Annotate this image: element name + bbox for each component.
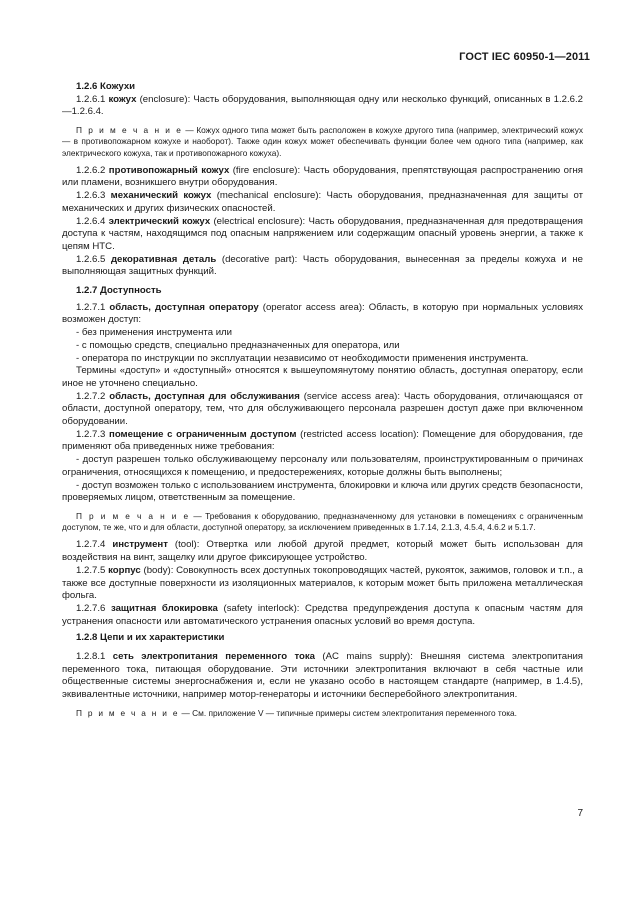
clause-number: 1.2.7.4 — [76, 539, 113, 551]
clause-1-2-7-4 — [62, 539, 583, 564]
term: противопожарный кожух — [108, 164, 230, 176]
clause-number: 1.2.8.1 — [76, 651, 113, 663]
note-1-2-7-3 — [62, 511, 583, 533]
definition: (restricted access location): Помещение для оборудования, где применяют оба приведенных ниже требования: — [62, 428, 583, 453]
clause-number: 1.2.7.5 — [76, 564, 109, 576]
clause-1-2-6-3 — [62, 190, 583, 215]
term: инструмент — [112, 539, 168, 551]
clause-1-2-6-1 — [62, 94, 583, 119]
list-item: - с помощью средств, специально предназначенных для оператора, или — [76, 339, 400, 351]
clause-number: 1.2.7.2 — [76, 390, 110, 402]
definition: (electrical enclosure): Часть оборудования, предназначенная для предотвращения доступа к частям, находящимся под опасным напряжением или содержащим опасный уровень энергии, а также к цепям НТС. — [62, 215, 583, 252]
note-1-2-8-1 — [62, 708, 583, 719]
clause-1-2-7-3 — [62, 429, 583, 454]
clause-1-2-7-5 — [62, 565, 583, 603]
clause-number: 1.2.6.4 — [76, 215, 109, 227]
section-heading-1-2-6: 1.2.6 Кожухи — [76, 81, 136, 92]
definition: (mechanical enclosure): Часть оборудования, предназначенная для защиты от механических и других физических опасностей. — [62, 190, 583, 214]
note-label: П р и м е ч а н и е — [76, 707, 180, 718]
clause-number: 1.2.6.2 — [76, 164, 109, 176]
note-1-2-6 — [62, 125, 583, 159]
document-header: ГОСТ IEC 60950-1—2011 — [459, 51, 590, 63]
clause-number: 1.2.6.3 — [76, 190, 111, 202]
term: кожух — [108, 93, 137, 105]
note-text: — Кожух одного типа может быть расположен в кожухе другого типа (например, электрический кожух — в противопожарном кожухе и наоборот). Также один кожух может обеспечивать функции более чем одного типа (например, как электрического кожуха, так и противопожарного кожуха). — [62, 125, 584, 158]
clause-1-2-6-5 — [62, 254, 583, 279]
note-text: — См. приложение V — типичные примеры систем электропитания переменного тока. — [179, 707, 517, 718]
clause-1-2-7-1 — [62, 302, 583, 327]
list-item: - оператора по инструкции по эксплуатации независимо от необходимости применения инструмента. — [76, 352, 529, 364]
term: область, доступная оператору — [109, 301, 259, 313]
clause-number: 1.2.6.1 — [76, 93, 109, 105]
term: корпус — [108, 564, 141, 576]
clause-number: 1.2.7.1 — [76, 301, 110, 313]
definition: (fire enclosure): Часть оборудования, препятствующая распространению огня или пламени, возникшего внутри оборудования. — [62, 164, 583, 189]
term: электрический кожух — [108, 215, 211, 227]
list-item: - доступ возможен только с использованием инструмента, блокировки и ключа или других средств безопасности, проверяемых лицом, ответственным за помещение. — [62, 479, 583, 504]
definition: (tool): Отвертка или любой другой предмет, который может быть использован для воздействия на винт, защелку или другое фиксирующее устройство. — [62, 539, 583, 564]
definition: (decorative part): Часть оборудования, вынесенная за пределы кожуха и не выполняющая защитных функций. — [62, 253, 583, 278]
definition: (body): Совокупность всех доступных токопроводящих частей, рукояток, зажимов, головок и т.п., а также все доступные поверхности из изоляционных материалов, к которым может быть приложена металлическая фольга. — [62, 564, 583, 602]
note-label: П р и м е ч а н и е — [76, 125, 183, 136]
definition: (service access area): Часть оборудования, отличающаяся от области, доступной оператору, тем, что для обслуживающего персонала разрешен доступ даже при включенном оборудовании. — [62, 390, 583, 428]
term: декоративная деталь — [110, 253, 217, 265]
clause-1-2-6-2 — [62, 165, 583, 190]
term: механический кожух — [110, 190, 212, 202]
definition: (enclosure): Часть оборудования, выполняющая одну или несколько функций, описанных в 1.2.6.2—1.2.6.4. — [62, 93, 583, 118]
definition: (operator access area): Область, в которую при нормальных условиях возможен доступ: — [62, 301, 583, 326]
page-number: 7 — [577, 808, 583, 819]
term: помещение с ограниченным доступом — [109, 428, 297, 440]
clause-number: 1.2.6.5 — [76, 253, 111, 265]
section-heading-1-2-8: 1.2.8 Цепи и их характеристики — [76, 632, 225, 644]
document-body — [62, 81, 583, 719]
clause-1-2-7-6 — [62, 603, 583, 628]
section-heading-1-2-7: 1.2.7 Доступность — [76, 285, 162, 297]
clause-number: 1.2.7.6 — [76, 602, 111, 614]
clause-number: 1.2.7.3 — [76, 428, 110, 440]
definition: (safety interlock): Средства предупреждения доступа к опасным частям для устранения опасности или автоматического устранения опасных условий во время доступа. — [62, 602, 583, 627]
clause-1-2-6-4 — [62, 216, 583, 254]
definition: (AC mains supply): Внешняя система электропитания переменного тока, питающая оборудование. Эти источники электропитания включают в себя частные или общественные системы энергоснабжения и, если не указано особо в настоящем стандарте (например, в 1.4.5), эквивалентные источники, например мотор-генераторы и источники бесперебойного электропитания. — [62, 651, 583, 701]
clause-1-2-7-2 — [62, 391, 583, 429]
term: область, доступная для обслуживания — [109, 390, 300, 402]
list-item: - доступ разрешен только обслуживающему персоналу или пользователям, проинструктированным о причинах ограничения, относящихся к помещению, и предостережениях, которые должны быть выполнены; — [62, 454, 583, 478]
terms-paragraph: Термины «доступ» и «доступный» относятся к вышеупомянутому понятию область, доступная оператору, если иное не уточнено специально. — [62, 365, 583, 389]
term: сеть электропитания переменного тока — [112, 651, 316, 663]
clause-1-2-8-1 — [62, 651, 583, 702]
term: защитная блокировка — [110, 602, 218, 614]
list-item: - без применения инструмента или — [76, 327, 233, 339]
note-label: П р и м е ч а н и е — [76, 511, 190, 521]
note-text: — Требования к оборудованию, предназначенному для установки в помещениях с ограниченным доступом, те же, что и для области, доступной оператору, за исключением приведенных в 1.7.14, 2.1.3, 4.5.4, 4.6.2 и 5.1.7. — [62, 511, 583, 533]
